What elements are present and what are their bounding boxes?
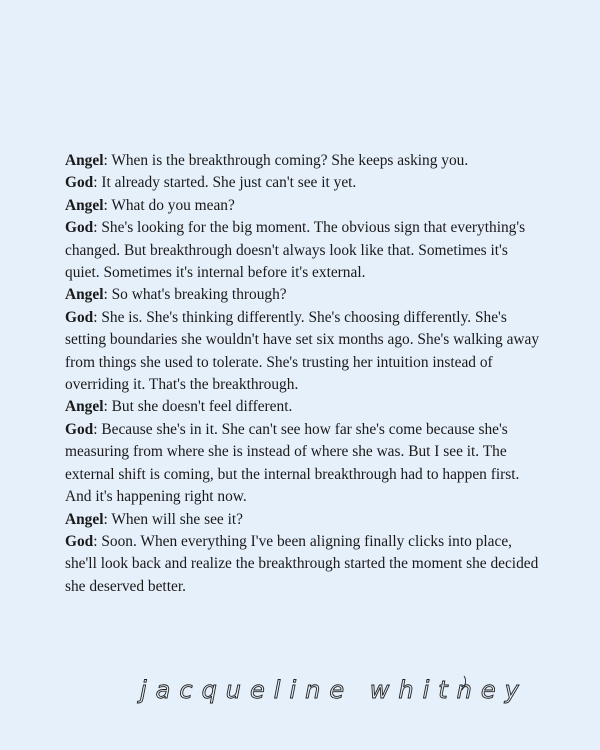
speaker-name: Angel [65,196,104,214]
speaker-name: God [65,308,94,326]
dialogue-line-6 [65,307,545,397]
dialogue-text: : It already started. She just can't see it yet. [93,174,357,192]
dialogue-line-2 [65,172,545,194]
dialogue-text: : She is. She's thinking differently. She's choosing differently. She's setting boundaries she wouldn't have set six months ago. She's walking away from things she used to tolerate. She's trusting her intuition instead of overriding it. That's the breakthrough. [65,308,540,394]
speaker-name: Angel [65,398,104,416]
dialogue-line-5 [65,284,545,306]
author-signature [140,660,528,720]
dialogue-text: : When is the breakthrough coming? She keeps asking you. [103,152,469,169]
dialogue-line-3 [65,195,545,217]
dialogue-line-10 [65,531,545,598]
dialogue-line-7 [65,396,545,418]
dialogue [65,150,545,598]
dialogue-text: : Because she's in it. She can't see how far she's come because she's measuring from where she is instead of where she was. But I see it. The external shift is coming, but the internal breakthrough had to happen first. And it's happening right now. [65,420,520,506]
speaker-name: Angel [65,286,104,304]
signature-text: jacqueline whitney [140,676,528,704]
dialogue-text: : But she doesn't feel different. [103,398,293,416]
dialogue-text: : When will she see it? [103,510,243,528]
dialogue-line-1 [65,150,545,172]
dialogue-line-9 [65,509,545,531]
speaker-name: Angel [65,152,104,169]
dialogue-text: : So what's breaking through? [103,286,287,304]
dialogue-text: : What do you mean? [103,196,235,214]
speaker-name: God [65,219,94,237]
dialogue-line-8 [65,419,545,509]
speaker-name: God [65,532,94,550]
dialogue-line-4 [65,217,545,284]
dialogue-text: : Soon. When everything I've been aligning finally clicks into place, she'll look back and realize the breakthrough started the moment she decided she deserved better. [65,532,539,595]
speaker-name: God [65,174,94,192]
dialogue-text: : She's looking for the big moment. The obvious sign that everything's changed. But breakthrough doesn't always look like that. Sometimes it's quiet. Sometimes it's internal before it's external. [65,219,526,282]
speaker-name: Angel [65,510,104,528]
speaker-name: God [65,420,94,438]
